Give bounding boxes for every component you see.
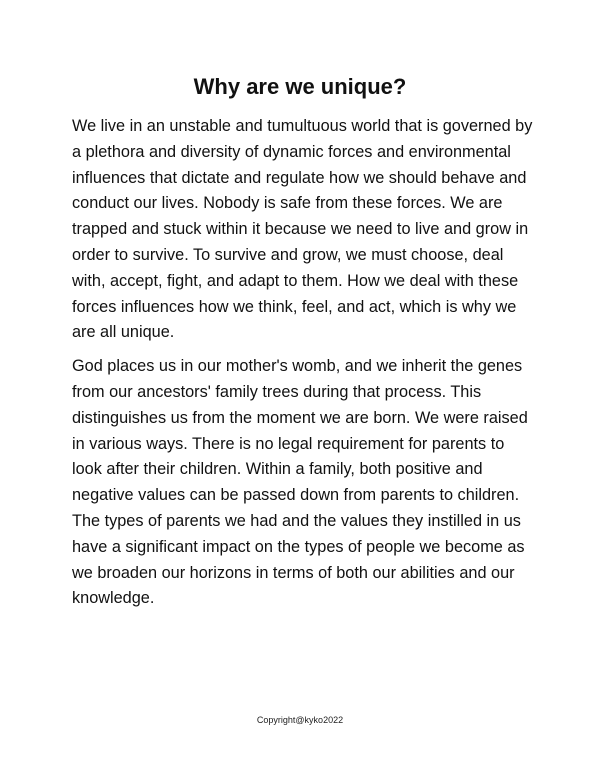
page-title: Why are we unique? <box>193 74 407 99</box>
body-text <box>72 114 534 620</box>
paragraph-2: God places us in our mother's womb, and we inherit the genes from our ancestors' family trees during that process. This distinguishes us from the moment we are born. We were raised in various ways. There is no legal requirement for parents to look after their children. Within a family, both positive and negative values can be passed down from parents to children. The types of parents we had and the values they instilled in us have a significant impact on the types of people we become as we broaden our horizons in terms of both our abilities and our knowledge. <box>72 357 528 608</box>
copyright-footer: Copyright@kyko2022 <box>256 715 344 725</box>
paragraph-1: We live in an unstable and tumultuous world that is governed by a plethora and diversity of dynamic forces and environmental influences that dictate and regulate how we should behave and conduct our lives. Nobody is safe from these forces. We are trapped and stuck within it because we need to live and grow in order to survive. To survive and grow, we must choose, deal with, accept, fight, and adapt to them. How we deal with these forces influences how we think, feel, and act, which is why we are all unique. <box>72 117 533 342</box>
